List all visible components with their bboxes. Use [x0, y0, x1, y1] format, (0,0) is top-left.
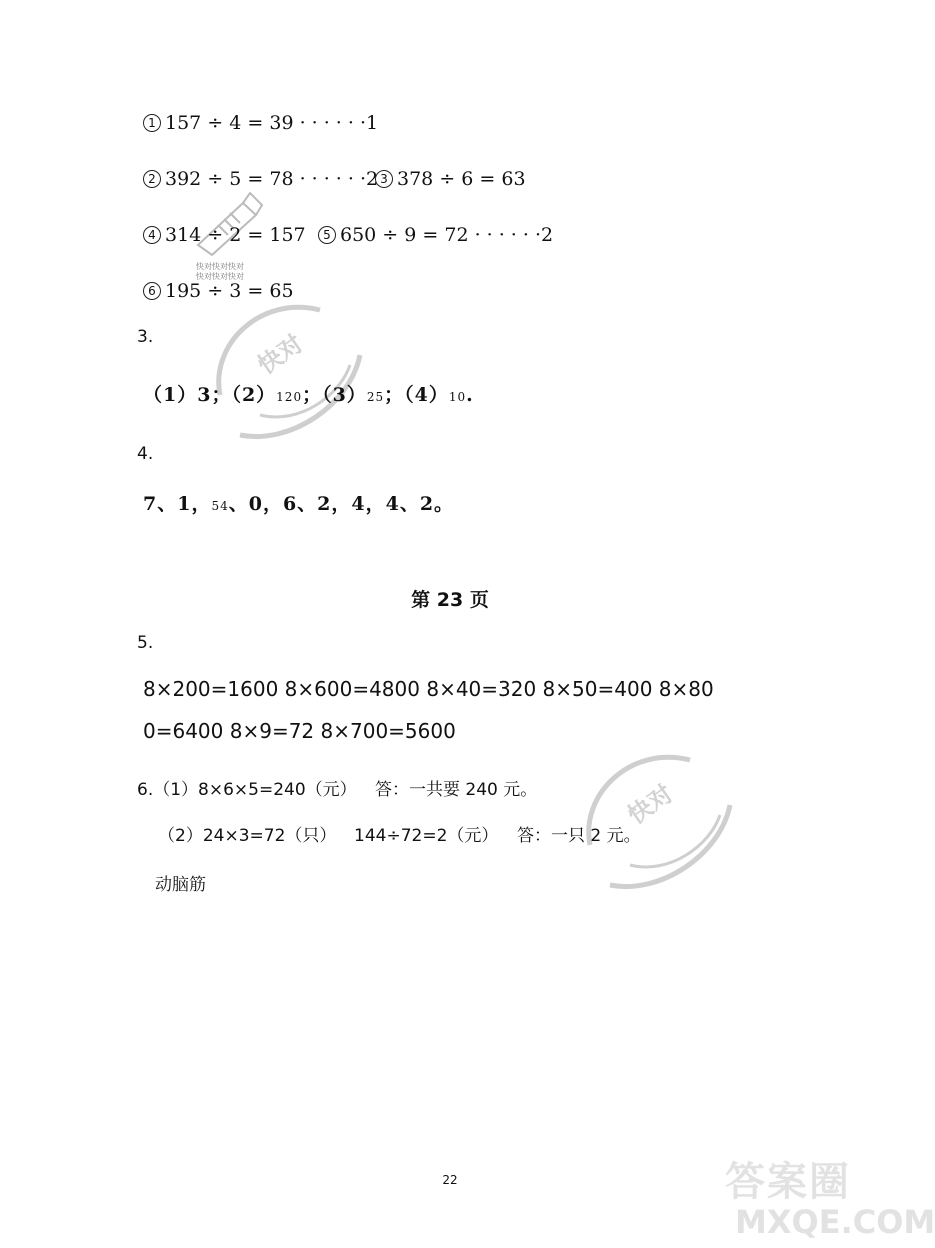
equation-text: 195 ÷ 3 = 65 — [165, 280, 294, 302]
q3-part-1: （1）3；（2） — [143, 384, 277, 406]
seal-watermark-1 — [200, 285, 370, 455]
q4-label: 4. — [137, 444, 154, 464]
q3-value-2: 120 — [276, 390, 303, 404]
circled-number: 5 — [318, 226, 336, 244]
q5-line-2: 0=6400 8×9=72 8×700=5600 — [143, 719, 456, 743]
q3-answer — [143, 380, 474, 407]
circled-number: 1 — [143, 114, 161, 132]
q2-item-6 — [143, 280, 294, 302]
seal-watermark-icon — [570, 735, 740, 905]
brain-teaser-heading: 动脑筋 — [155, 875, 206, 895]
q4-part-c: 、0，6、2，4，4、2。 — [228, 493, 455, 515]
circled-number: 4 — [143, 226, 161, 244]
seal-watermark-2 — [570, 735, 740, 905]
page-number: 22 — [442, 1173, 458, 1187]
q5-line-1: 8×200=1600 8×600=4800 8×40=320 8×50=400 8×80 — [143, 677, 714, 701]
q2-item-2 — [143, 168, 378, 190]
equation-text: 378 ÷ 6 = 63 — [397, 168, 526, 190]
q3-value-4: 10 — [448, 390, 467, 404]
seal-watermark-icon — [200, 285, 370, 455]
circled-number: 2 — [143, 170, 161, 188]
corner-logo-watermark: 答案圈 — [725, 1159, 851, 1205]
q3-value-3: 25 — [366, 390, 385, 404]
q2-item-5 — [318, 224, 553, 246]
q3-end: . — [466, 384, 474, 406]
equation-text: 650 ÷ 9 = 72 · · · · · ·2 — [340, 224, 554, 246]
equation-text: 314 ÷ 2 = 157 — [165, 224, 306, 246]
seal-watermark-text: 快对 — [622, 779, 679, 830]
q5-label: 5. — [137, 633, 154, 653]
watermark-small-text: 快对快对快对 快对快对快对 — [196, 262, 244, 281]
q6-line-2-b: 144÷72=2（元） — [354, 826, 499, 846]
q4-part-a: 7、1， — [143, 493, 212, 515]
q3-label: 3. — [137, 327, 154, 347]
circled-number: 6 — [143, 282, 161, 300]
q6-line-1-right: 答：一共要 240 元。 — [375, 780, 538, 800]
section-heading: 第 23 页 — [411, 589, 489, 611]
q6-line-2-a: （2）24×3=72（只） — [158, 826, 337, 846]
q3-part-3: ；（3） — [302, 384, 367, 406]
equation-text: 157 ÷ 4 = 39 · · · · · ·1 — [165, 112, 379, 134]
q2-item-3 — [375, 168, 526, 190]
q3-part-4: ；（4） — [384, 384, 449, 406]
q2-item-4 — [143, 224, 306, 246]
seal-watermark-text: 快对 — [252, 329, 309, 380]
q4-part-b: 54 — [211, 499, 229, 513]
equation-text: 392 ÷ 5 = 78 · · · · · ·2 — [165, 168, 379, 190]
circled-number: 3 — [375, 170, 393, 188]
q2-item-1 — [143, 112, 378, 134]
q4-answer — [143, 489, 454, 516]
q6-line-2-c: 答：一只 2 元。 — [517, 826, 641, 846]
q6-line-1-left: 6.（1）8×6×5=240（元） — [137, 780, 357, 800]
corner-url-watermark: MXQE.COM — [735, 1203, 935, 1241]
